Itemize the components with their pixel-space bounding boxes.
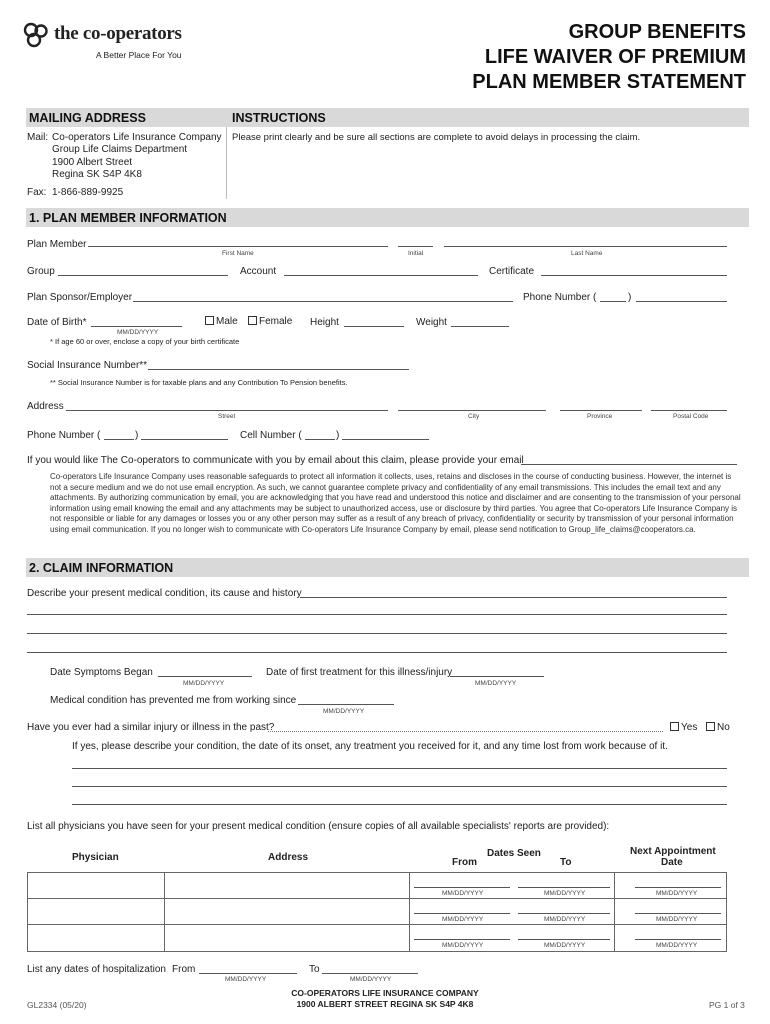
row2-from-caption: MM/DD/YYYY bbox=[442, 916, 484, 923]
female-checkbox[interactable] bbox=[248, 316, 257, 325]
section-1-heading: 1. PLAN MEMBER INFORMATION bbox=[29, 211, 227, 225]
if-yes-field-3[interactable] bbox=[72, 804, 727, 805]
cell-area-field[interactable] bbox=[305, 439, 335, 440]
instructions-text: Please print clearly and be sure all sections are complete to avoid delays in processing the claim. bbox=[232, 132, 641, 143]
no-option[interactable] bbox=[706, 722, 730, 733]
col-date-header: Date bbox=[661, 857, 683, 868]
physician-cell[interactable] bbox=[28, 873, 165, 899]
street-field[interactable] bbox=[66, 410, 388, 411]
phone-label: Phone Number ( bbox=[27, 430, 101, 441]
describe-field-4[interactable] bbox=[27, 652, 727, 653]
row3-to-caption: MM/DD/YYYY bbox=[544, 942, 586, 949]
no-label: No bbox=[717, 722, 730, 733]
col-address-header: Address bbox=[268, 852, 309, 863]
physicians-prompt: List all physicians you have seen for your present medical condition (ensure copies of all available specialists' reports are provided): bbox=[27, 821, 610, 832]
dob-label: Date of Birth* bbox=[27, 317, 87, 328]
cooperators-logo-icon bbox=[22, 22, 50, 48]
cell-number-field[interactable] bbox=[342, 439, 429, 440]
dob-note: * If age 60 or over, enclose a copy of your birth certificate bbox=[50, 337, 240, 346]
physician-cell[interactable] bbox=[28, 899, 165, 925]
title-line-2: LIFE WAIVER OF PREMIUM bbox=[484, 46, 746, 68]
account-label: Account bbox=[240, 266, 277, 277]
describe-field-1[interactable] bbox=[300, 597, 727, 598]
column-divider bbox=[226, 127, 227, 199]
phone-area-field[interactable] bbox=[104, 439, 134, 440]
postal-code-caption: Postal Code bbox=[673, 413, 709, 420]
describe-field-3[interactable] bbox=[27, 633, 727, 634]
sponsor-phone-close-paren: ) bbox=[628, 292, 632, 303]
female-option[interactable] bbox=[248, 316, 292, 327]
physicians-table bbox=[27, 872, 727, 952]
row2-next-caption: MM/DD/YYYY bbox=[656, 916, 698, 923]
hospitalization-from-label: From bbox=[172, 964, 196, 975]
mail-line-3: 1900 Albert Street bbox=[52, 156, 133, 168]
hospitalization-from-field[interactable] bbox=[199, 973, 297, 974]
sponsor-phone-area-field[interactable] bbox=[600, 301, 626, 302]
row2-from-line bbox=[414, 913, 510, 914]
footer-address: 1900 ALBERT STREET REGINA SK S4P 4K8 bbox=[296, 999, 474, 1009]
row3-to-line bbox=[518, 939, 610, 940]
prevented-date-field[interactable] bbox=[298, 704, 394, 705]
weight-label: Weight bbox=[416, 317, 447, 328]
col-dates-seen-header: Dates Seen bbox=[487, 848, 541, 859]
similar-label: Have you ever had a similar injury or illness in the past? bbox=[27, 722, 275, 733]
col-next-header: Next Appointment bbox=[630, 846, 716, 857]
footer-company-block bbox=[235, 988, 535, 1010]
sin-field[interactable] bbox=[148, 369, 409, 370]
mail-line-2: Group Life Claims Department bbox=[52, 144, 188, 156]
initial-field[interactable] bbox=[398, 246, 433, 247]
row3-from-line bbox=[414, 939, 510, 940]
row1-to-caption: MM/DD/YYYY bbox=[544, 890, 586, 897]
male-option[interactable] bbox=[205, 316, 238, 327]
mail-label: Mail: bbox=[27, 132, 49, 143]
hospitalization-to-caption: MM/DD/YYYY bbox=[350, 976, 392, 983]
page-number: PG 1 of 3 bbox=[709, 1000, 745, 1010]
certificate-label: Certificate bbox=[489, 266, 535, 277]
plan-sponsor-label: Plan Sponsor/Employer bbox=[27, 292, 133, 303]
first-treatment-label: Date of first treatment for this illness/injury bbox=[266, 667, 453, 678]
row3-next-caption: MM/DD/YYYY bbox=[656, 942, 698, 949]
phone-number-field[interactable] bbox=[141, 439, 228, 440]
male-label: Male bbox=[216, 316, 238, 327]
brand-tagline: A Better Place For You bbox=[96, 50, 182, 60]
footer-company: CO-OPERATORS LIFE INSURANCE COMPANY bbox=[291, 988, 479, 998]
yes-label: Yes bbox=[681, 722, 698, 733]
fax-label: Fax: bbox=[27, 187, 47, 198]
row1-next-line bbox=[635, 887, 721, 888]
city-caption: City bbox=[468, 413, 480, 420]
title-line-1: GROUP BENEFITS bbox=[568, 21, 746, 43]
last-name-field[interactable] bbox=[444, 246, 727, 247]
last-name-caption: Last Name bbox=[571, 250, 603, 257]
hospitalization-to-field[interactable] bbox=[322, 973, 418, 974]
table-row bbox=[28, 873, 727, 899]
address-cell[interactable] bbox=[165, 873, 410, 899]
hospitalization-from-caption: MM/DD/YYYY bbox=[225, 976, 267, 983]
province-caption: Province bbox=[587, 413, 613, 420]
describe-label: Describe your present medical condition, its cause and history bbox=[27, 588, 302, 599]
first-treatment-date-field[interactable] bbox=[450, 676, 544, 677]
phone-close-paren: ) bbox=[135, 430, 139, 441]
physician-cell[interactable] bbox=[28, 925, 165, 952]
prevented-date-caption: MM/DD/YYYY bbox=[323, 708, 365, 715]
sponsor-phone-number-field[interactable] bbox=[636, 301, 727, 302]
row2-next-line bbox=[635, 913, 721, 914]
first-name-field[interactable] bbox=[88, 246, 388, 247]
no-checkbox[interactable] bbox=[706, 722, 715, 731]
hospitalization-label: List any dates of hospitalization bbox=[27, 964, 166, 975]
email-prompt: If you would like The Co-operators to communicate with you by email about this claim, please provide your email bbox=[27, 455, 524, 466]
col-physician-header: Physician bbox=[72, 852, 119, 863]
brand-name: the co-operators bbox=[54, 23, 182, 44]
initial-caption: Initial bbox=[408, 250, 424, 257]
mailing-address-heading: MAILING ADDRESS bbox=[29, 111, 146, 125]
cell-close-paren: ) bbox=[336, 430, 340, 441]
address-label: Address bbox=[27, 401, 64, 412]
street-caption: Street bbox=[218, 413, 236, 420]
symptoms-date-field[interactable] bbox=[158, 676, 252, 677]
province-field[interactable] bbox=[560, 410, 642, 411]
if-yes-field-1[interactable] bbox=[72, 768, 727, 769]
symptoms-date-caption: MM/DD/YYYY bbox=[183, 680, 225, 687]
col-to-header: To bbox=[560, 857, 572, 868]
height-field[interactable] bbox=[344, 326, 404, 327]
male-checkbox[interactable] bbox=[205, 316, 214, 325]
row1-next-caption: MM/DD/YYYY bbox=[656, 890, 698, 897]
row1-to-line bbox=[518, 887, 610, 888]
hospitalization-to-label: To bbox=[309, 964, 320, 975]
address-cell[interactable] bbox=[165, 925, 410, 952]
yes-checkbox[interactable] bbox=[670, 722, 679, 731]
sin-label: Social Insurance Number** bbox=[27, 360, 148, 371]
address-cell[interactable] bbox=[165, 899, 410, 925]
section-2-bar bbox=[26, 558, 749, 577]
row2-to-caption: MM/DD/YYYY bbox=[544, 916, 586, 923]
dob-caption: MM/DD/YYYY bbox=[117, 329, 159, 336]
section-2-heading: 2. CLAIM INFORMATION bbox=[29, 561, 174, 575]
group-field[interactable] bbox=[58, 275, 228, 276]
postal-code-field[interactable] bbox=[651, 410, 727, 411]
table-row bbox=[28, 899, 727, 925]
form-title bbox=[472, 20, 746, 95]
sin-note: ** Social Insurance Number is for taxable plans and any Contribution To Pension benefits. bbox=[50, 378, 348, 387]
mailing-address-block bbox=[52, 132, 222, 181]
cell-label: Cell Number ( bbox=[240, 430, 302, 441]
row3-from-caption: MM/DD/YYYY bbox=[442, 942, 484, 949]
mailing-instructions-bar bbox=[26, 108, 749, 127]
height-label: Height bbox=[310, 317, 339, 328]
sponsor-phone-label: Phone Number ( bbox=[523, 292, 597, 303]
prevented-label: Medical condition has prevented me from working since bbox=[50, 695, 297, 706]
section-1-bar bbox=[26, 208, 749, 227]
plan-member-label: Plan Member bbox=[27, 239, 87, 250]
yes-option[interactable] bbox=[670, 722, 697, 733]
similar-dotted-leader bbox=[268, 731, 663, 732]
if-yes-label: If yes, please describe your condition, the date of its onset, any treatment you received for it, and any time lost from work because of it. bbox=[72, 741, 668, 752]
first-treatment-date-caption: MM/DD/YYYY bbox=[475, 680, 517, 687]
first-name-caption: First Name bbox=[222, 250, 254, 257]
title-line-3: PLAN MEMBER STATEMENT bbox=[472, 71, 746, 93]
table-row bbox=[28, 925, 727, 952]
symptoms-label: Date Symptoms Began bbox=[50, 667, 153, 678]
col-from-header: From bbox=[452, 857, 477, 868]
row1-from-line bbox=[414, 887, 510, 888]
row2-to-line bbox=[518, 913, 610, 914]
plan-sponsor-field[interactable] bbox=[133, 301, 513, 302]
fax-number: 1-866-889-9925 bbox=[52, 187, 124, 198]
dob-field[interactable] bbox=[91, 326, 182, 327]
mail-line-4: Regina SK S4P 4K8 bbox=[52, 168, 142, 180]
email-field[interactable] bbox=[521, 464, 737, 465]
row3-next-line bbox=[635, 939, 721, 940]
mail-line-1: Co-operators Life Insurance Company bbox=[52, 132, 222, 143]
weight-field[interactable] bbox=[451, 326, 509, 327]
female-label: Female bbox=[259, 316, 293, 327]
group-label: Group bbox=[27, 266, 55, 277]
account-field[interactable] bbox=[284, 275, 478, 276]
company-logo bbox=[22, 22, 222, 64]
instructions-heading: INSTRUCTIONS bbox=[232, 111, 326, 125]
row1-from-caption: MM/DD/YYYY bbox=[442, 890, 484, 897]
email-disclaimer: Co-operators Life Insurance Company uses reasonable safeguards to protect all information it collects, uses, retains and discloses in the course of conducting business. However, the internet is not a secure medium and we do not use email encryption. As such, we cannot guarantee complete privacy and confidentiality of any email transmissions. This includes the email text and any attachments. By authorizing communication by email, you are acknowledging that you have read and understood this notice and disclaimer and are consenting to the transmission of your personal information using email knowing the email and any attachments may be subject to unauthorized access, use or disclosure by third parties. You agree that Co-operators Life Insurance Company is not responsible or liable for any damages or losses you or any other person may suffer as a result of any breach of privacy, confidentiality or security by transmission of your personal information using email communication. If you no longer wish to communicate with Co-operators Life Insurance Company by email, please send notification to Group_life_claims@cooperators.ca. bbox=[50, 472, 741, 534]
city-field[interactable] bbox=[398, 410, 546, 411]
certificate-field[interactable] bbox=[541, 275, 727, 276]
if-yes-field-2[interactable] bbox=[72, 786, 727, 787]
describe-field-2[interactable] bbox=[27, 614, 727, 615]
form-id: GL2334 (05/20) bbox=[27, 1000, 87, 1010]
